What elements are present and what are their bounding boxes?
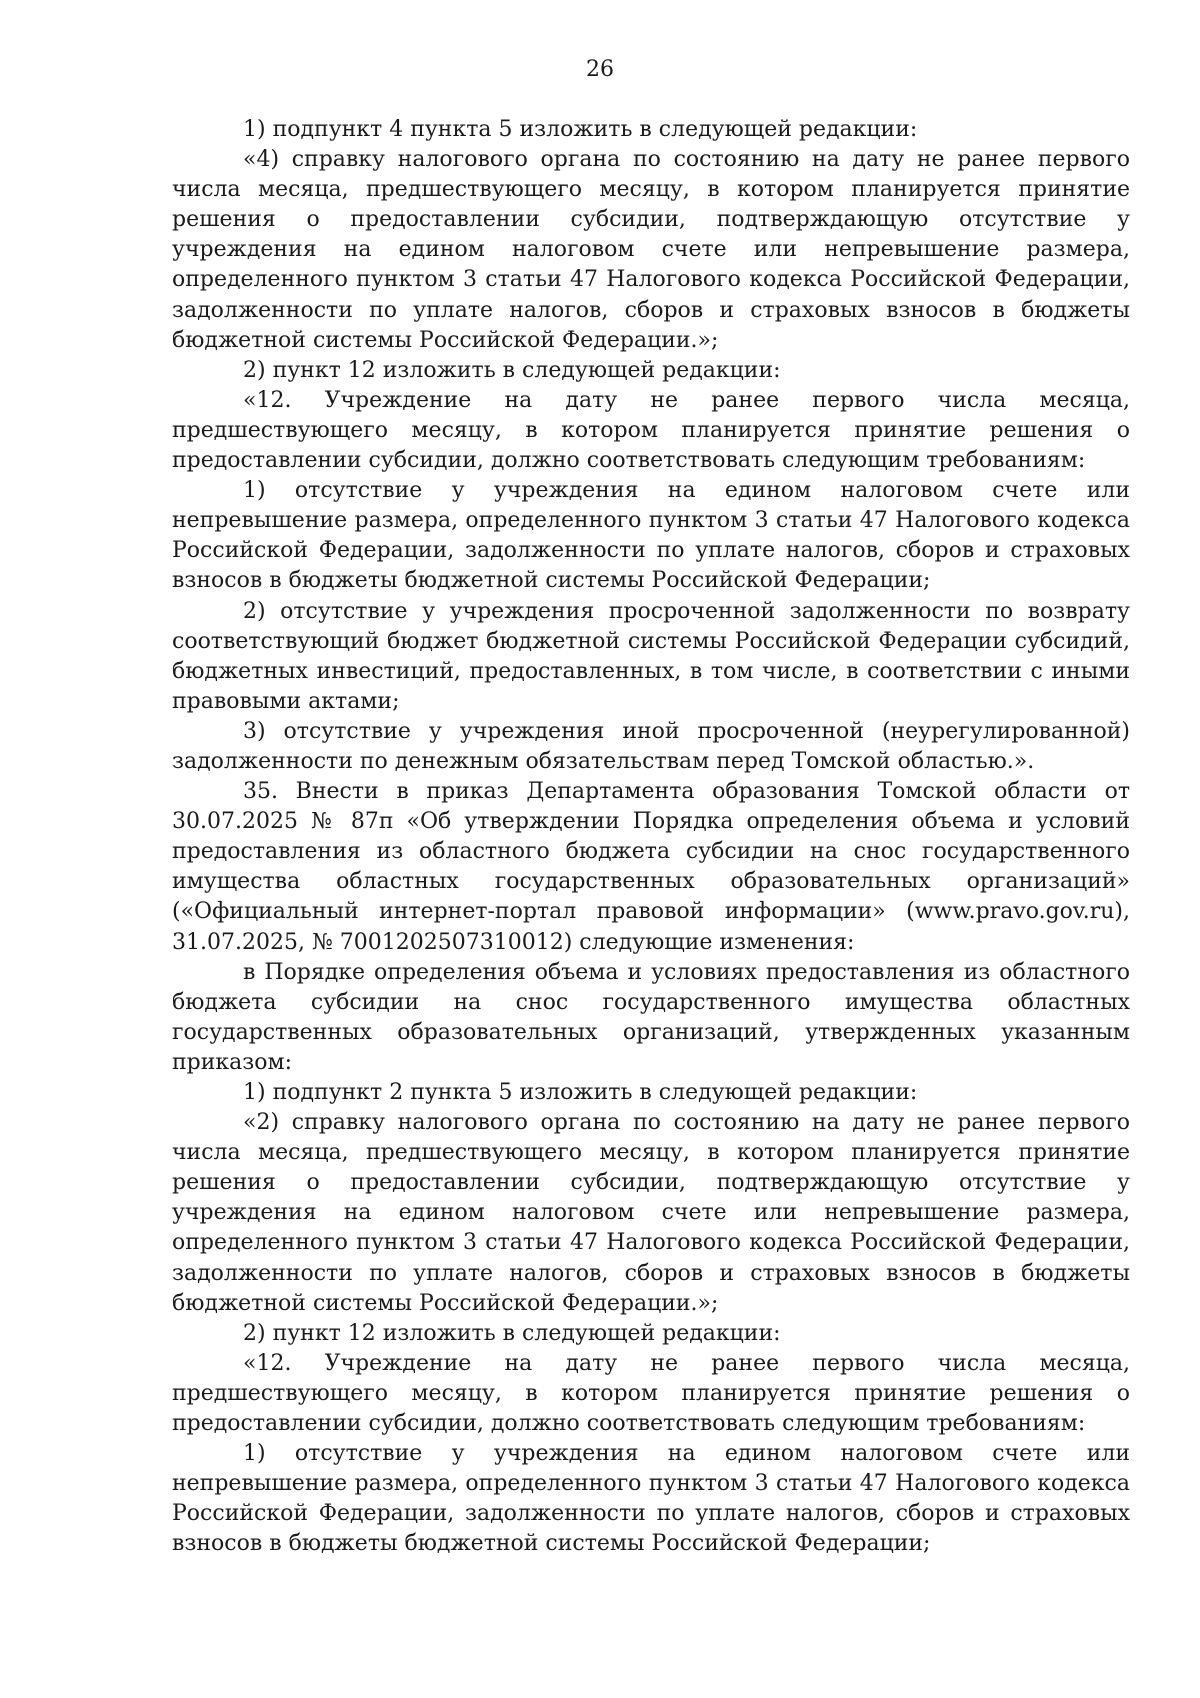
paragraph: 2) отсутствие у учреждения просроченной задолженности по возврату соответствующий бюджет бюджетной системы Российской Федерации субсидий, бюджетных инвестиций, предоставленных, в том числе, в соответствии с иными правовыми актами;	[172, 598, 1130, 714]
document-body	[172, 115, 1130, 1560]
paragraph: «12. Учреждение на дату не ранее первого числа месяца, предшествующего месяцу, в котором планируется принятие решения о предоставлении субсидии, должно соответствовать следующим требованиям:	[172, 1350, 1130, 1437]
page-number: 26	[586, 57, 614, 82]
paragraph: 3) отсутствие у учреждения иной просроченной (неурегулированной) задолженности по денежным обязательствам перед Томской областью.».	[172, 718, 1130, 774]
paragraph: «12. Учреждение на дату не ранее первого числа месяца, предшествующего месяцу, в котором планируется принятие решения о предоставлении субсидии, должно соответствовать следующим требованиям:	[172, 387, 1130, 474]
paragraph: в Порядке определения объема и условиях предоставления из областного бюджета субсидии на снос государственного имущества областных государственных образовательных организаций, утвержденных указанным приказом:	[172, 959, 1130, 1075]
paragraph: «2) справку налогового органа по состоянию на дату не ранее первого числа месяца, предшествующего месяцу, в котором планируется принятие решения о предоставлении субсидии, подтверждающую отсутствие у учреждения на едином налоговом счете или непревышение размера, определенного пунктом 3 статьи 47 Налогового кодекса Российской Федерации, задолженности по уплате налогов, сборов и страховых взносов в бюджеты бюджетной системы Российской Федерации.»;	[172, 1110, 1130, 1316]
paragraph: 2) пункт 12 изложить в следующей редакции:	[243, 357, 781, 383]
paragraph: 35. Внести в приказ Департамента образования Томской области от 30.07.2025 № 87п «Об утверждении Порядка определения объема и условий предоставления из областного бюджета субсидии на снос государственного имущества областных государственных образовательных организаций» («Официальный интернет-портал правовой информации» (www.pravo.gov.ru), 31.07.2025, № 7001202507310012) следующие изменения:	[172, 779, 1130, 955]
paragraph: 1) подпункт 4 пункта 5 изложить в следующей редакции:	[243, 117, 918, 142]
paragraph: 2) пункт 12 изложить в следующей редакции:	[243, 1320, 781, 1346]
paragraph: 1) отсутствие у учреждения на едином налоговом счете или непревышение размера, определенного пунктом 3 статьи 47 Налогового кодекса Российской Федерации, задолженности по уплате налогов, сборов и страховых взносов в бюджеты бюджетной системы Российской Федерации;	[172, 478, 1130, 594]
paragraph: 1) подпункт 2 пункта 5 изложить в следующей редакции:	[243, 1080, 918, 1105]
paragraph: «4) справку налогового органа по состоянию на дату не ранее первого числа месяца, предшествующего месяцу, в котором планируется принятие решения о предоставлении субсидии, подтверждающую отсутствие у учреждения на едином налоговом счете или непревышение размера, определенного пунктом 3 статьи 47 Налогового кодекса Российской Федерации, задолженности по уплате налогов, сборов и страховых взносов в бюджеты бюджетной системы Российской Федерации.»;	[172, 147, 1130, 353]
paragraph: 1) отсутствие у учреждения на едином налоговом счете или непревышение размера, определенного пунктом 3 статьи 47 Налогового кодекса Российской Федерации, задолженности по уплате налогов, сборов и страховых взносов в бюджеты бюджетной системы Российской Федерации;	[172, 1441, 1130, 1557]
